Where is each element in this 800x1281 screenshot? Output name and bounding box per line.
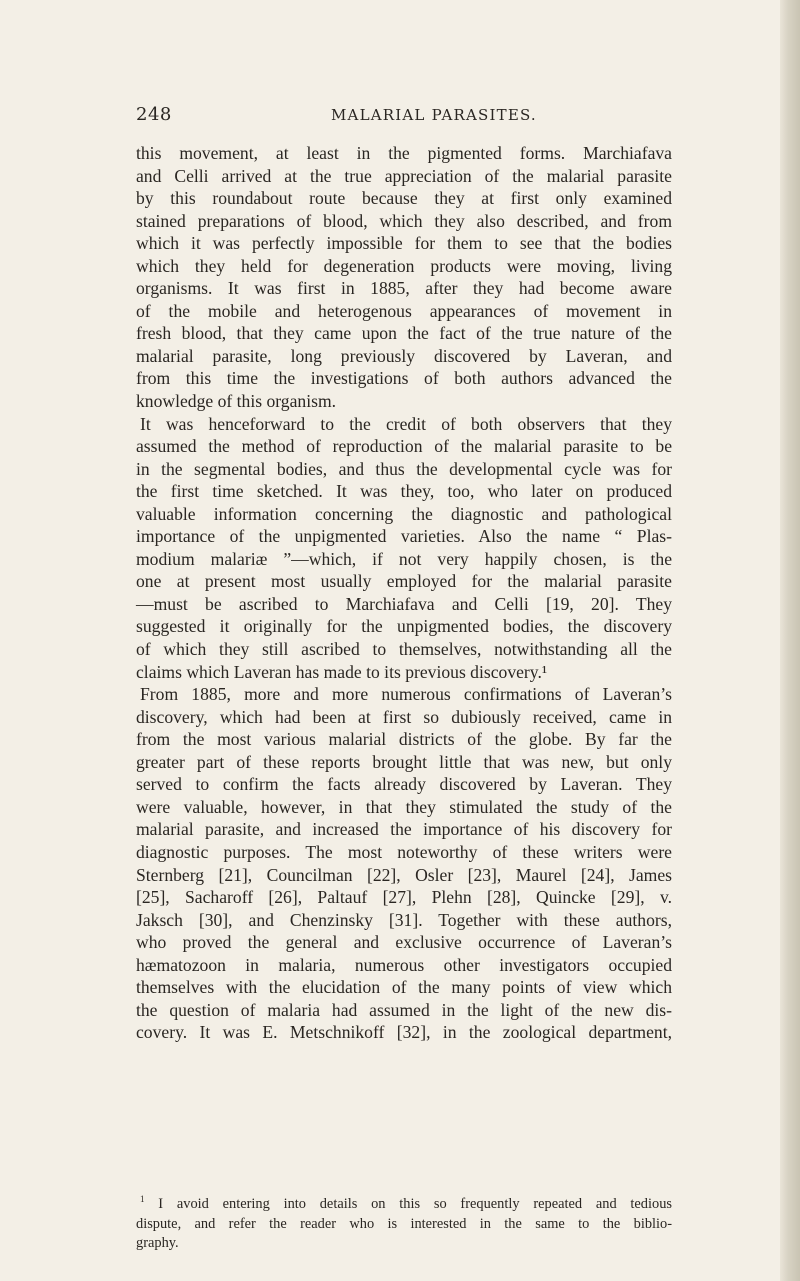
text-line: stained preparations of blood, which they also described, and from	[136, 210, 672, 231]
text-line: and Celli arrived at the true appreciation of the malarial parasite	[136, 165, 672, 186]
text-line: of which they still ascribed to themselves, notwithstanding all the	[136, 639, 672, 660]
running-head: MALARIAL PARASITES.	[331, 106, 537, 124]
footnote-mark: 1	[140, 1194, 145, 1205]
text-line: who proved the general and exclusive occurrence of Laveran’s	[136, 932, 672, 953]
text-line: by this roundabout route because they at first only examined	[136, 188, 672, 209]
text-line: malarial parasite, long previously discovered by Laveran, and	[136, 345, 672, 366]
text-line: [25], Sacharoff [26], Paltauf [27], Plehn [28], Quincke [29], v.	[136, 887, 672, 908]
text-line: themselves with the elucidation of the many points of view which	[136, 977, 672, 998]
footnote-text: I avoid entering into details on this so frequently repeated and tedious	[158, 1196, 672, 1212]
body-text	[136, 142, 672, 1044]
text-line: were valuable, however, in that they stimulated the study of the	[136, 796, 672, 817]
text-line: fresh blood, that they came upon the fact of the true nature of the	[136, 323, 672, 344]
footnote-line: dispute, and refer the reader who is interested in the same to the biblio-	[136, 1215, 672, 1232]
text-line: of the mobile and heterogenous appearances of movement in	[136, 300, 672, 321]
text-line: claims which Laveran has made to its previous discovery.¹	[136, 661, 548, 682]
text-line: valuable information concerning the diagnostic and pathological	[136, 503, 672, 524]
text-line: served to confirm the facts already discovered by Laveran. They	[136, 774, 672, 795]
text-line: which it was perfectly impossible for them to see that the bodies	[136, 233, 672, 254]
text-line: suggested it originally for the unpigmented bodies, the discovery	[136, 616, 672, 637]
text-line: from this time the investigations of both authors advanced the	[136, 368, 672, 389]
text-line: the first time sketched. It was they, too, who later on produced	[136, 481, 672, 502]
text-line: organisms. It was first in 1885, after they had become aware	[136, 278, 672, 299]
text-line: one at present most usually employed for the malarial parasite	[136, 571, 672, 592]
text-line: hæmatozoon in malaria, numerous other investigators occupied	[136, 954, 672, 975]
page-edge	[780, 0, 800, 1281]
text-line: knowledge of this organism.	[136, 391, 337, 412]
text-line: assumed the method of reproduction of the malarial parasite to be	[136, 436, 672, 457]
text-line: From 1885, more and more numerous confirmations of Laveran’s	[140, 684, 672, 705]
text-line: It was henceforward to the credit of both observers that they	[140, 413, 672, 434]
page-header	[136, 104, 672, 128]
text-line: importance of the unpigmented varieties. Also the name “ Plas-	[136, 526, 672, 547]
footnote-line: graphy.	[136, 1235, 179, 1252]
text-line: Sternberg [21], Councilman [22], Osler [23], Maurel [24], James	[136, 864, 672, 885]
text-line: covery. It was E. Metschnikoff [32], in the zoological department,	[136, 1022, 672, 1043]
text-line: Jaksch [30], and Chenzinsky [31]. Together with these authors,	[136, 909, 672, 930]
text-line: diagnostic purposes. The most noteworthy of these writers were	[136, 841, 672, 862]
text-line: —must be ascribed to Marchiafava and Celli [19, 20]. They	[136, 593, 672, 614]
footnote	[136, 1195, 672, 1254]
text-line: the question of malaria had assumed in the light of the new dis-	[136, 999, 672, 1020]
text-line: this movement, at least in the pigmented forms. Marchiafava	[136, 143, 672, 163]
text-line: which they held for degeneration products were moving, living	[136, 255, 672, 276]
text-line: from the most various malarial districts of the globe. By far the	[136, 729, 672, 750]
text-line: malarial parasite, and increased the importance of his discovery for	[136, 819, 672, 840]
text-line: greater part of these reports brought little that was new, but only	[136, 751, 672, 772]
text-line: in the segmental bodies, and thus the developmental cycle was for	[136, 458, 672, 479]
footnote-line	[136, 1195, 672, 1215]
page-number: 248	[136, 104, 172, 125]
text-line: modium malariæ ”—which, if not very happily chosen, is the	[136, 548, 672, 569]
text-line: discovery, which had been at first so dubiously received, came in	[136, 706, 672, 727]
